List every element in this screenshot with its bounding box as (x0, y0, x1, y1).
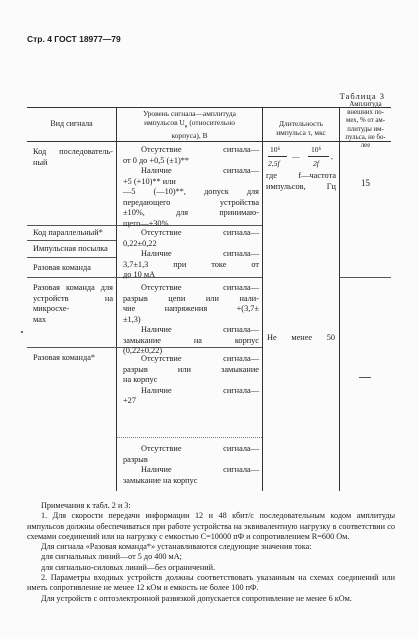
col-divider-2 (262, 107, 263, 491)
table-3 (27, 101, 391, 491)
row-cmd-micro-level (123, 283, 259, 357)
duration-note (266, 171, 336, 192)
duration-note-line-2: импульсов, Гц (266, 181, 336, 191)
duration-numerator-1: 10⁶ (270, 145, 281, 154)
duration-numerator-2: 10⁶ (311, 145, 322, 154)
col-header-duration-line-2: импульса τ, мкс (276, 128, 326, 137)
row-par-level-line-4: 3,7±1,3 при токе от (123, 259, 259, 269)
duration-denominator-2: 2f (313, 159, 319, 168)
row-divider-name-2 (27, 240, 116, 241)
note-2: 2. Параметры входных устройств должны соответствовать указанным на схемах соединений или иметь сопротивление не менее 12 кОм и емкость не более 100 пФ. (27, 573, 395, 593)
row-cmd-micro-level-line-6: замыкание на корпус (123, 335, 259, 345)
row-cmd-micro-level-line-4: ±1,3) (123, 314, 141, 324)
row-cmd-star-level-a-line-3: на корпус (123, 375, 158, 384)
col-header-duration (263, 119, 339, 137)
row-seq-level-line-1: Отсутствие сигнала— (141, 145, 259, 154)
row-cmd-micro-duration (267, 333, 335, 344)
row-cmd-micro-level-line-3: чие напряжения +(3,7± (123, 304, 259, 313)
row-cmd-micro-level-line-7: (0,22±0,22) (123, 346, 163, 355)
note-1-power-lines: для сигнально-силовых линий—без ограничений. (41, 562, 216, 572)
col-header-signal-type: Вид сигнала (50, 119, 93, 128)
row-cmd-star-level-a-line-2: разрыв или замыкание (123, 364, 259, 374)
row-cmd-star-level-a (123, 354, 259, 407)
duration-fraction-bar-1 (268, 156, 287, 157)
row-cmd-star-level-b-line-1: Отсутствие сигнала— (141, 444, 259, 453)
col-header-level-line-3: корпуса), В (171, 131, 208, 141)
row-seq-level (123, 145, 259, 229)
row-cmd-star-level-a-line-4: Наличие сигнала— (141, 385, 259, 395)
col-header-level-line-2 (117, 118, 262, 131)
row-cmd-star-level-b-line-3: Наличие сигнала— (141, 465, 259, 474)
duration-fraction-bar-2 (308, 156, 329, 157)
page-header: Стр. 4 ГОСТ 18977—79 (27, 34, 121, 44)
note-1: 1. Для скорости передачи информации 12 и 48 кбит/с последовательным кодом амплитуды импульсов должны обеспечиваться при работе устройства на эквивалентную нагрузку в соответствии со схемами соединений или на нагрузку с емкостью C=10000 пФ и сопротивлением R=600 Ом. (27, 511, 395, 541)
row-divider-6 (117, 437, 262, 438)
duration-dash: — (292, 152, 300, 161)
note-1-current: Для сигнала «Разовая команда*» устанавливаются следующие значения тока: (41, 542, 312, 552)
col-header-noise-line-2: внешних по- (347, 109, 384, 117)
table-title: Таблица 3 (339, 91, 385, 101)
row-par-level-line-5: до 10 мА (123, 270, 156, 279)
row-seq-name-line-2: ный (33, 157, 48, 167)
margin-dot (21, 331, 23, 333)
col-divider-3 (339, 107, 340, 491)
row-seq-name-line-1: Код последователь- (33, 147, 113, 156)
row-cmd-micro-level-line-5: Наличие сигнала— (141, 325, 259, 334)
row-cmd-micro-level-line-2: разрыв цепи или нали- (123, 293, 259, 303)
row-seq-level-line-7: ±10%, для принимаю- (123, 208, 259, 217)
row-seq-level-line-3: Наличие сигнала— (141, 166, 259, 175)
row-cmd-star-level-b (123, 444, 259, 486)
col-header-noise-line-5: пульса, не бо- (345, 133, 386, 141)
row-cmd-star-level-b-line-4: замыкание на корпус (123, 475, 198, 485)
col-header-level-u-sub: н (184, 124, 188, 130)
noise-dash-mark (359, 377, 371, 378)
row-seq-level-line-2: от 0 до +0,5 (±1)** (123, 155, 190, 165)
row-cmd-name: Разовая команда (33, 263, 91, 272)
row-par-name: Код параллельный* (33, 228, 103, 237)
row-par-level-line-2: 0,22±0,22 (123, 238, 157, 248)
row-seq-level-line-4: +5 (+10)** или (123, 176, 176, 186)
col-header-level (117, 109, 262, 140)
row-par-level (123, 228, 259, 281)
row-divider-name-1 (27, 225, 116, 226)
row-cmd-micro-name-line-3: мах (33, 314, 47, 324)
duration-note-line-1: где f—частота (266, 171, 336, 180)
col-header-duration-line-1: Длительность (279, 119, 323, 128)
header-bottom-border (27, 141, 391, 142)
notes (27, 501, 395, 604)
duration-comma: , (331, 152, 333, 161)
row-seq-name (33, 147, 113, 168)
row-divider-name-3 (27, 257, 116, 258)
col-divider-1 (116, 107, 117, 491)
table-top-border (27, 107, 391, 108)
duration-denominator-1: 2,5f (268, 159, 280, 168)
row-cmd-micro-level-line-1: Отсутствие сигнала— (141, 283, 259, 292)
notes-heading: Примечания к табл. 2 и 3: (41, 501, 131, 510)
row-cmd-star-level-a-line-1: Отсутствие сигнала— (141, 354, 259, 363)
note-2-optocoupler: Для устройств с оптоэлектронной развязкой допускается сопротивление не менее 6 кОм. (41, 593, 352, 603)
row-cmd-micro-name (33, 283, 113, 325)
row-cmd-star-level-b-line-2: разрыв (123, 454, 148, 464)
row-cmd-micro-name-line-2: устройств на микросхе- (33, 293, 113, 313)
row-par-level-line-1: Отсутствие сигнала— (141, 228, 259, 237)
col-header-noise-line-6: лее (360, 142, 371, 150)
row-seq-level-line-8: щего—±30% (123, 218, 169, 228)
row-cmd-micro-duration-text: Не менее 50 (267, 333, 335, 342)
col-header-noise-line-4: плитуды им- (347, 125, 384, 133)
col-header-noise-line-1: Амплитуда (349, 101, 382, 108)
note-1-signal-lines: для сигнальных линий—от 5 до 400 мА; (41, 552, 182, 562)
row-cmd-star-level-a-line-5: +27 (123, 396, 136, 405)
row-par-level-line-3: Наличие сигнала— (141, 249, 259, 258)
row-cmd-micro-name-line-1: Разовая команда для (33, 283, 113, 292)
col-header-level-u: импульсов U (144, 118, 185, 127)
col-header-level-rel: (относительно (189, 118, 235, 127)
col-header-noise-line-3: мех, % от ам- (346, 117, 385, 125)
col-header-noise (340, 101, 391, 150)
col-header-level-line-1: Уровень сигнала—амплитуда (143, 109, 236, 118)
noise-divider (339, 277, 391, 278)
row-seq-level-line-5: —5 (—10)**, допуск для (123, 187, 259, 196)
row-seq-level-line-6: передающего устройства (123, 197, 259, 207)
row-seq-noise: 15 (361, 178, 370, 188)
row-imp-name: Импульсная посылка (33, 244, 108, 253)
row-cmd-star-name: Разовая команда* (33, 353, 96, 362)
